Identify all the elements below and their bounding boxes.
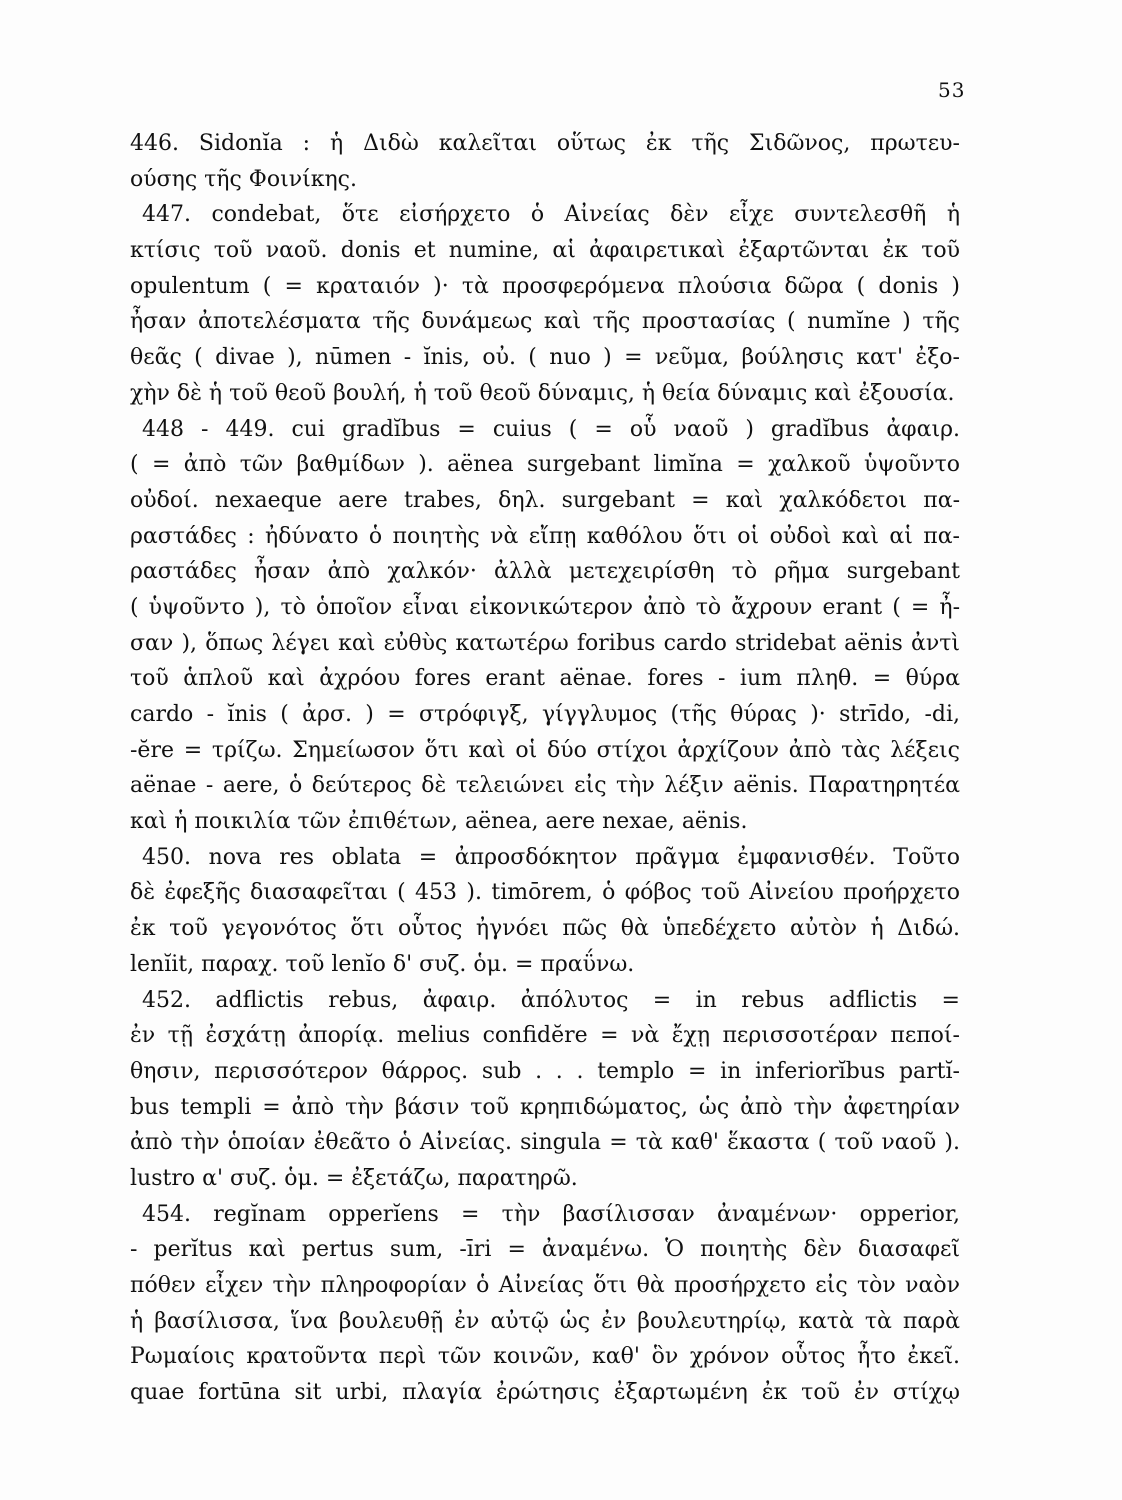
text-line: cardo - ĭnis ( ἀρσ. ) = στρόφιγξ, γίγγλυμος (τῆς θύρας )· strīdo, -di, <box>130 702 960 727</box>
text-line: τοῦ ἁπλοῦ καὶ ἀχρόου fores erant aënae. fores - ium πληθ. = θύρα <box>130 666 960 692</box>
text-line: opulentum ( = κραταιόν )· τὰ προσφερόμενα πλούσια δῶρα ( donis ) <box>130 273 960 299</box>
text-line: bus templi = ἀπὸ τὴν βάσιν τοῦ κρηπιδώματος, ὡς ἀπὸ τὴν ἀφετηρίαν <box>130 1094 960 1120</box>
text-line: καὶ ἡ ποικιλία τῶν ἐπιθέτων, aënea, aere nexae, aënis. <box>130 809 748 835</box>
commentary-text <box>130 126 960 1411</box>
text-line: ἐν τῇ ἐσχάτῃ ἀπορίᾳ. melius confidĕre = νὰ ἔχῃ περισσοτέραν πεποί- <box>130 1023 960 1049</box>
text-line: quae fortūna sit urbi, πλαγία ἐρώτησις ἐξαρτωμένη ἐκ τοῦ ἐν στίχῳ <box>130 1380 960 1406</box>
text-line: -ĕre = τρίζω. Σημείωσον ὅτι καὶ οἱ δύο στίχοι ἀρχίζουν ἀπὸ τὰς λέξεις <box>130 737 960 763</box>
text-line: lenĭit, παραχ. τοῦ lenĭo δ' συζ. ὁμ. = πραΰνω. <box>130 951 635 977</box>
text-line: οὐδοί. nexaeque aere trabes, δηλ. surgebant = καὶ χαλκόδετοι πα- <box>130 487 960 513</box>
text-line: ἐκ τοῦ γεγονότος ὅτι οὗτος ἠγνόει πῶς θὰ ὑπεδέχετο αὐτὸν ἡ Διδώ. <box>130 916 960 942</box>
text-line: δὲ ἐφεξῆς διασαφεῖται ( 453 ). timōrem, ὁ φόβος τοῦ Αἰνείου προήρχετο <box>130 880 960 906</box>
text-line: θησιν, περισσότερον θάρρος. sub . . . templo = in inferiorĭbus partĭ- <box>130 1058 960 1084</box>
text-line: 446. Sidonĭa : ἡ Διδὼ καλεῖται οὕτως ἐκ τῆς Σιδῶνος, πρωτευ- <box>130 131 960 156</box>
text-line: ραστάδες : ἠδύνατο ὁ ποιητὴς νὰ εἴπῃ καθόλου ὅτι οἱ οὐδοὶ καὶ αἱ πα- <box>130 523 960 549</box>
text-line: κτίσις τοῦ ναοῦ. donis et numine, αἱ ἀφαιρετικαὶ ἐξαρτῶνται ἐκ τοῦ <box>130 238 960 264</box>
note-entry-line: 454. regĭnam opperĭens = τὴν βασίλισσαν ἀναμένων· opperior, <box>142 1201 960 1227</box>
note-entry-line: 450. nova res oblata = ἀπροσδόκητον πρᾶγμα ἐμφανισθέν. Τοῦτο <box>142 844 960 870</box>
text-line: ἦσαν ἀποτελέσματα τῆς δυνάμεως καὶ τῆς προστασίας ( numĭne ) τῆς <box>130 309 960 335</box>
text-line: aënae - aere, ὁ δεύτερος δὲ τελειώνει εἰς τὴν λέξιν aënis. Παρατηρητέα <box>130 773 960 799</box>
text-line: ούσης τῆς Φοινίκης. <box>130 166 357 192</box>
text-line: Ρωμαίοις κρατοῦντα περὶ τῶν κοινῶν, καθ' ὃν χρόνον οὗτος ἦτο ἐκεῖ. <box>130 1344 960 1370</box>
text-line: ραστάδες ἦσαν ἀπὸ χαλκόν· ἀλλὰ μετεχειρίσθη τὸ ρῆμα surgebant <box>130 559 960 585</box>
text-line: ( ὑψοῦντο ), τὸ ὁποῖον εἶναι εἰκονικώτερον ἀπὸ τὸ ἄχρουν erant ( = ἦ- <box>130 594 960 620</box>
text-line: ( = ἀπὸ τῶν βαθμίδων ). aënea surgebant limĭna = χαλκοῦ ὑψοῦντο <box>130 452 960 478</box>
text-line: ἀπὸ τὴν ὁποίαν ἐθεᾶτο ὁ Αἰνείας. singula = τὰ καθ' ἕκαστα ( τοῦ ναοῦ ). <box>130 1130 960 1156</box>
text-line: - perĭtus καὶ pertus sum, -īri = ἀναμένω. Ὁ ποιητὴς δὲν διασαφεῖ <box>130 1237 960 1263</box>
note-entry-line: 448 - 449. cui gradĭbus = cuius ( = οὗ ναοῦ ) gradĭbus ἀφαιρ. <box>142 416 960 442</box>
text-line: πόθεν εἶχεν τὴν πληροφορίαν ὁ Αἰνείας ὅτι θὰ προσήρχετο εἰς τὸν ναὸν <box>130 1273 960 1298</box>
text-line: lustro α' συζ. ὁμ. = ἐξετάζω, παρατηρῶ. <box>130 1165 578 1191</box>
note-entry-line: 452. adflictis rebus, ἀφαιρ. ἀπόλυτος = in rebus adflictis = <box>142 987 960 1013</box>
text-line: θεᾶς ( divae ), nūmen - ĭnis, οὐ. ( nuo ) = νεῦμα, βούλησις κατ' ἐξο- <box>130 345 960 371</box>
page-number: 53 <box>938 78 966 102</box>
text-line: σαν ), ὅπως λέγει καὶ εὐθὺς κατωτέρω foribus cardo stridebat aënis ἀντὶ <box>130 630 960 656</box>
text-line: χὴν δὲ ἡ τοῦ θεοῦ βουλή, ἡ τοῦ θεοῦ δύναμις, ἡ θεία δύναμις καὶ ἐξουσία. <box>130 380 955 406</box>
text-line: ἡ βασίλισσα, ἵνα βουλευθῇ ἐν αὐτῷ ὡς ἐν βουλευτηρίῳ, κατὰ τὰ παρὰ <box>130 1308 960 1334</box>
note-entry-line: 447. condebat, ὅτε εἰσήρχετο ὁ Αἰνείας δὲν εἶχε συντελεσθῆ ἡ <box>142 202 960 228</box>
